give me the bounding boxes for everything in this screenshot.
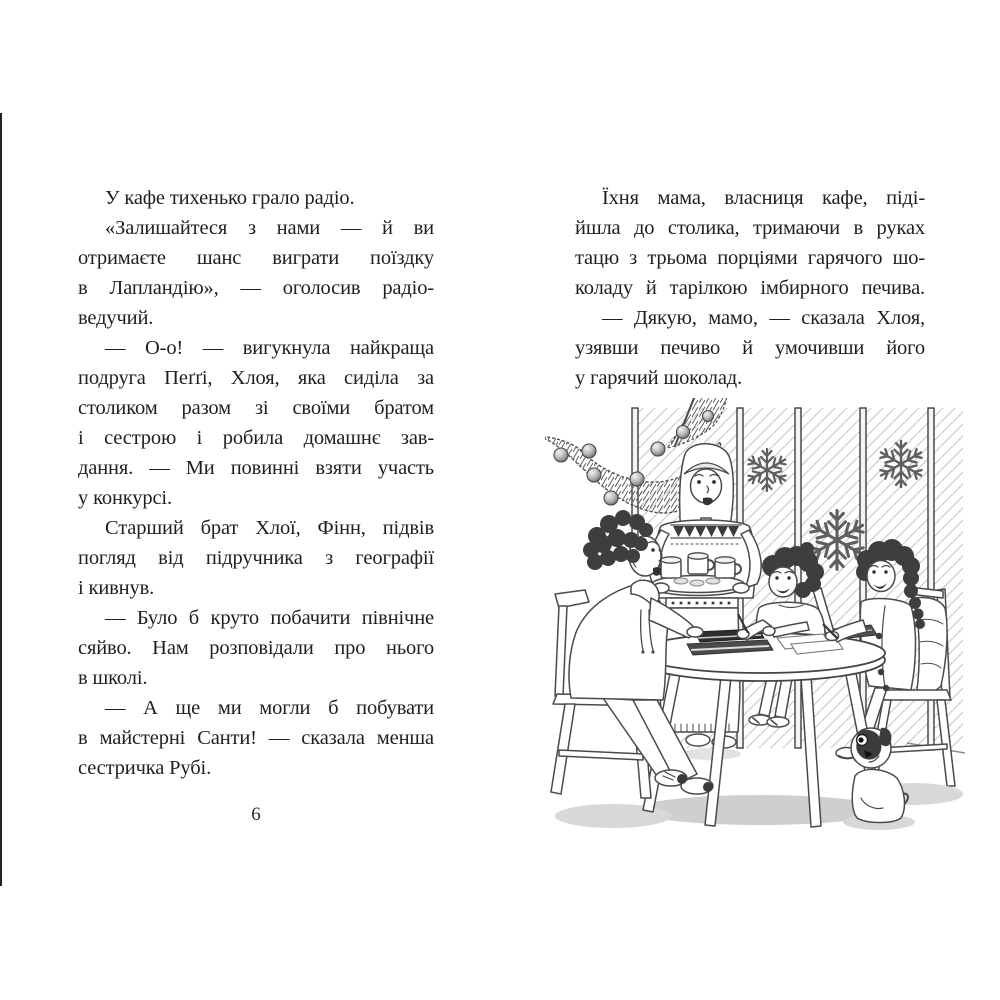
text-line: столиком разом зі своїми братом bbox=[78, 397, 434, 419]
text-line: у конкурсі. bbox=[78, 487, 172, 509]
page-left-text bbox=[78, 183, 434, 783]
text-line: — Дякую, мамо, — сказала Хлоя, bbox=[602, 307, 925, 329]
text-line: ведучий. bbox=[78, 307, 154, 329]
page-edge-line bbox=[0, 113, 2, 886]
text-line: — А ще ми могли б побувати bbox=[105, 697, 434, 719]
sneakers bbox=[655, 770, 713, 794]
text-line: в Лапландію», — оголосив радіо- bbox=[78, 277, 434, 299]
text-line: коладу й тарілкою імбирного печива. bbox=[575, 277, 925, 299]
text-line: в майстерні Санти! — сказала менша bbox=[78, 727, 434, 749]
page-right-text bbox=[575, 183, 925, 393]
text-line: отримаєте шанс виграти поїздку bbox=[78, 247, 434, 269]
text-line: в школі. bbox=[78, 667, 148, 689]
text-line: сестричка Рубі. bbox=[78, 757, 212, 779]
text-line: Старший брат Хлої, Фінн, підвів bbox=[105, 517, 434, 539]
text-line: і сестрою і робила домашнє зав- bbox=[78, 427, 434, 449]
text-line: сяйво. Нам розповідали про нього bbox=[78, 637, 434, 659]
cafe-illustration bbox=[545, 398, 965, 848]
text-line: — Було б круто побачити північне bbox=[105, 607, 434, 629]
page-number: 6 bbox=[251, 804, 261, 825]
text-line: дання. — Ми повинні взяти участь bbox=[78, 457, 434, 479]
text-line: узявши печиво й умочивши його bbox=[575, 337, 925, 359]
text-line: «Залишайтеся з нами — й ви bbox=[105, 217, 434, 239]
text-line: подруга Пеґґі, Хлоя, яка сиділа за bbox=[78, 367, 434, 389]
text-line: і кивнув. bbox=[78, 577, 155, 599]
text-line: погляд від підручника з географії bbox=[78, 547, 434, 569]
text-line: у гарячий шоколад. bbox=[575, 367, 743, 389]
text-line: — О-о! — вигукнула найкраща bbox=[105, 337, 434, 359]
text-line: тацю з трьома порціями гарячого шо- bbox=[575, 247, 925, 269]
text-line: Їхня мама, власниця кафе, піді- bbox=[602, 187, 925, 209]
text-line: йшла до столика, тримаючи в руках bbox=[575, 217, 925, 239]
text-line: У кафе тихенько грало радіо. bbox=[105, 187, 355, 209]
